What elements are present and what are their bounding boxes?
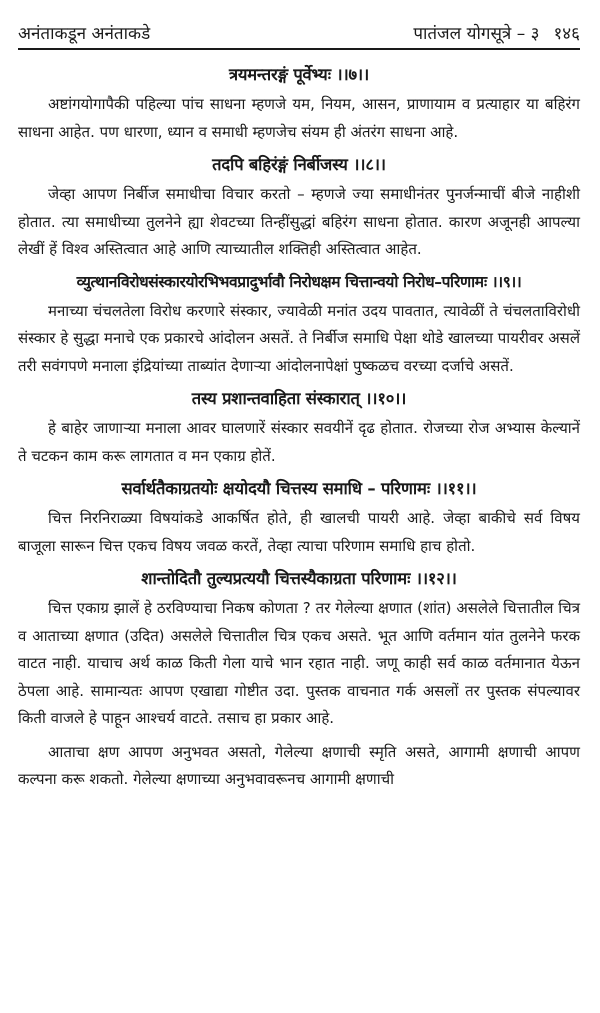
commentary-paragraph: चित्त एकाग्र झालें हे ठरविण्याचा निकष कोणता ? तर गेलेल्या क्षणात (शांत) असलेले चित्तातील चित्र व आताच्या क्षणात (उदित) असलेले चित्तातील चित्र एकच असते. भूत आणि वर्तमान यांत तुलनेने फरक वाटत नाही. याचाच अर्थ काळ किती गेला याचे भान रहात नाही. जणू काही सर्व काळ वर्तमानात येऊन ठेपला आहे. सामान्यतः आपण एखाद्या गोष्टीत उदा. पुस्तक वाचनात गर्क असलों तर पुस्तक संपल्यावर किती वाजले हे पाहून आश्चर्य वाटते. तसाच हा प्रकार आहे.: [18, 599, 580, 727]
book-title: अनंताकडून अनंताकडे: [18, 24, 151, 44]
page-body: [18, 50, 580, 794]
running-header: [18, 0, 580, 50]
commentary-paragraph: जेव्हा आपण निर्बीज समाधीचा विचार करतो – म्हणजे ज्या समाधीनंतर पुनर्जन्माचीं बीजे नाहीशी होतात. त्या समाधीच्या तुलनेने ह्या शेवटच्या तिन्हींसुद्धां बहिरंग साधना होतात. कारण अजूनही आपल्या लेखीं हें विश्व अस्तित्वात आहे आणि त्याच्यातील शक्तिही अस्तित्वात आहेत.: [18, 185, 580, 258]
commentary-paragraph: चित्त निरनिराळ्या विषयांकडे आकर्षित होते, ही खालची पायरी आहे. जेव्हा बाकीचे सर्व विषय बाजूला सारून चित्त एकच विषय जवळ करतें, तेव्हा त्याचा परिणाम समाधि हाच होतो.: [18, 509, 580, 555]
commentary-paragraph: अष्टांगयोगापैकी पहिल्या पांच साधना म्हणजे यम, नियम, आसन, प्राणायाम व प्रत्याहार या बहिरंग साधना आहेत. पण धारणा, ध्यान व समाधी म्हणजेच संयम ही अंतरंग साधना आहे.: [18, 95, 580, 141]
sutra-heading: सर्वार्थतैकाग्रतयोः क्षयोदयौ चित्तस्य समाधि – परिणामः ।।११।।: [121, 479, 477, 498]
sutra-heading: तदपि बहिरंङ्गं निर्बीजस्य ।।८।।: [212, 155, 386, 174]
commentary-paragraph: आताचा क्षण आपण अनुभवत असतो, गेलेल्या क्षणाची स्मृति असते, आगामी क्षणाची आपण कल्पना करू शकतो. गेलेल्या क्षणाच्या अनुभवावरूनच आगामी क्षणाची: [18, 742, 580, 788]
commentary-paragraph: हे बाहेर जाणाऱ्या मनाला आवर घालणारें संस्कार सवयीनें दृढ होतात. रोजच्या रोज अभ्यास केल्यानें ते चटकन काम करू लागतात व मन एकाग्र होतें.: [18, 419, 580, 465]
commentary-paragraph: मनाच्या चंचलतेला विरोध करणारे संस्कार, ज्यावेळी मनांत उदय पावतात, त्यावेळीं ते चंचलताविरोधी संस्कार हे सुद्धा मनाचे एक प्रकारचे आंदोलन असतें. ते निर्बीज समाधि पेक्षा थोडे खालच्या पायरीवर असलें तरी सवंगपणे मनाला इंद्रियांच्या ताब्यांत देणाऱ्या आंदोलनापेक्षां पुष्कळच वरच्या दर्जाचे असतें.: [18, 301, 580, 375]
sutra-heading: त्रयमन्तरङ्गं पूर्वेभ्यः ।।७।।: [228, 65, 370, 84]
sutra-heading: तस्य प्रशान्तवाहिता संस्कारात् ।।१०।।: [191, 389, 407, 408]
header-right: [413, 21, 580, 44]
chapter-title: पातंजल योगसूत्रे – ३: [413, 24, 540, 44]
sutra-heading: व्युत्थानविरोधसंस्कारयोरभिभवप्रादुर्भावौ निरोधक्षम चित्तान्वयो निरोध–परिणामः ।।९।।: [76, 272, 522, 291]
page-number: १४६: [553, 24, 580, 44]
sutra-heading: शान्तोदितौ तुल्यप्रत्ययौ चित्तस्यैकाग्रता परिणामः ।।१२।।: [141, 569, 457, 588]
